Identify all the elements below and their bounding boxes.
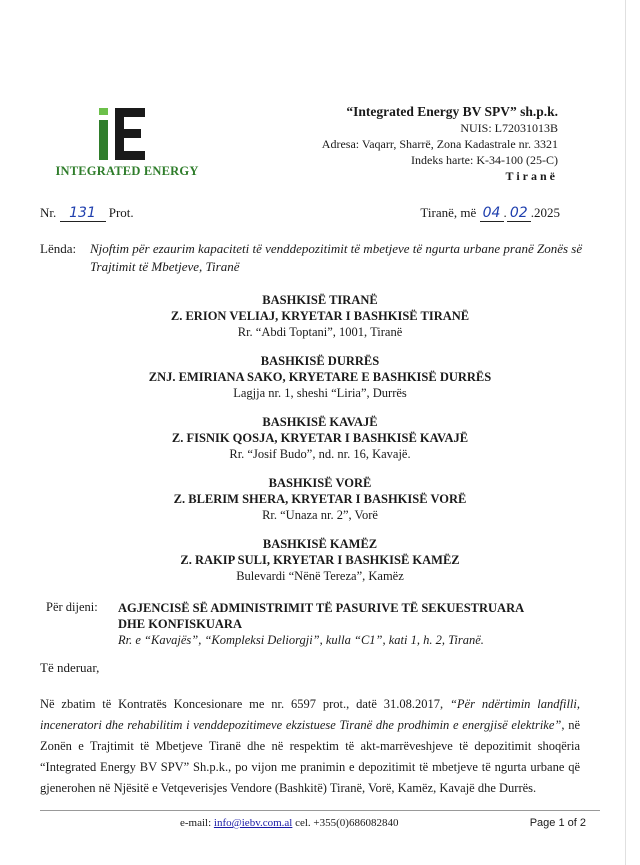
- body-paragraph: [40, 694, 580, 799]
- logo-wordmark: INTEGRATED ENERGY: [55, 164, 199, 178]
- cc-address: Rr. e “Kavajës”, “Kompleksi Deliorgji”, kulla “C1”, kati 1, h. 2, Tiranë.: [118, 633, 484, 647]
- date-day: 04: [482, 205, 501, 221]
- nr-label: Nr.: [40, 205, 57, 220]
- company-address: Adresa: Vaqarr, Sharrë, Zona Kadastrale nr. 3321: [321, 137, 558, 151]
- body-text: Në zbatim të Kontratës Koncesionare me nr. 6597 prot., datë 31.08.2017,: [40, 697, 450, 711]
- recipient-block: [0, 475, 640, 523]
- footer-divider: [40, 810, 600, 811]
- recipient-org: BASHKISË DURRËS: [260, 354, 380, 368]
- nr-value: 131: [69, 205, 96, 221]
- recipient-org: BASHKISË KAMËZ: [262, 537, 378, 551]
- company-map-index: Indeks harte: K-34-100 (25-C): [411, 153, 558, 167]
- body-contract-title: “Për ndërtimin landfilli, inceneratori dhe rehabilitim i venddepozitimeve ekzistuese Tiranë dhe prodhimin e energjisë elektrike”: [40, 697, 580, 732]
- recipient-org: BASHKISË VORË: [268, 476, 372, 490]
- company-nuis: NUIS: L72031013B: [460, 121, 558, 135]
- ie-logo-icon: [95, 106, 155, 162]
- date-separator: .: [503, 205, 507, 220]
- company-name: “Integrated Energy BV SPV” sh.p.k.: [346, 104, 558, 119]
- recipient-person: Z. ERION VELIAJ, KRYETAR I BASHKISË TIRANË: [170, 309, 470, 323]
- cc-agency: [118, 600, 578, 632]
- recipient-block: [0, 292, 640, 340]
- cc-agency-line1: AGJENCISË SË ADMINISTRIMIT TË PASURIVE TË SEKUESTRUARA: [118, 601, 525, 615]
- date-year: .2025: [530, 205, 560, 220]
- subject-text: Njoftim për ezaurim kapaciteti të venddepozitimit të mbetjeve të ngurta urbane pranë Zonës së Trajtimit të Mbetjeve, Tiranë: [90, 241, 583, 274]
- subject-label: Lënda:: [40, 241, 77, 256]
- recipient-block: [0, 353, 640, 401]
- email-link[interactable]: info@iebv.com.al: [213, 817, 293, 829]
- recipient-person: ZNJ. EMIRIANA SAKO, KRYETARE E BASHKISË DURRËS: [148, 370, 492, 384]
- subject: [40, 240, 585, 276]
- recipient-address: Lagjja nr. 1, sheshi “Liria”, Durrës: [233, 386, 407, 400]
- recipient-org: BASHKISË TIRANË: [262, 293, 378, 307]
- recipient-block: [0, 536, 640, 584]
- page-edge: [625, 0, 626, 865]
- recipient-address: Rr. “Abdi Toptani”, 1001, Tiranë: [237, 325, 403, 339]
- recipient-address: Bulevardi “Nënë Tereza”, Kamëz: [236, 569, 404, 583]
- company-city: Tiranë: [505, 169, 558, 183]
- recipient-address: Rr. “Unaza nr. 2”, Vorë: [262, 508, 378, 522]
- cc-label: Për dijeni:: [46, 600, 98, 614]
- recipient-person: Z. FISNIK QOSJA, KRYETAR I BASHKISË KAVAJË: [171, 431, 469, 445]
- greeting: Të nderuar,: [40, 660, 100, 675]
- recipient-block: [0, 414, 640, 462]
- date-prefix: Tiranë, më: [420, 205, 477, 220]
- cc-agency-line2: DHE KONFISKUARA: [118, 617, 242, 631]
- company-info: [322, 104, 558, 184]
- prot-label: Prot.: [108, 205, 134, 220]
- company-logo: [47, 98, 207, 183]
- date-month: 02: [509, 205, 528, 221]
- recipient-person: Z. RAKIP SULI, KRYETAR I BASHKISË KAMËZ: [180, 553, 460, 567]
- footer-contact: [180, 817, 398, 829]
- document-date: [420, 205, 560, 222]
- recipient-address: Rr. “Josif Budo”, nd. nr. 16, Kavajë.: [229, 447, 411, 461]
- body-text-continued: , në Zonën e Trajtimit të Mbetjeve Tiranë dhe në respektim të akt-marrëveshjeve të depozitimit shoqëria “Integrated Energy BV SPV” Sh.p.k., po vijon me pranimin e depozitimit të mbetjeve të ngurta urbane që gjenerohen në Njësitë e Vetqeverisjes Vendore (Bashkitë) Tiranë, Vorë, Kamëz, Kavajë dhe Durrës.: [40, 718, 580, 795]
- recipient-org: BASHKISË KAVAJË: [262, 415, 378, 429]
- protocol-number: [40, 205, 134, 222]
- email-label: e-mail:: [180, 817, 212, 829]
- recipient-person: Z. BLERIM SHERA, KRYETAR I BASHKISË VORË: [173, 492, 467, 506]
- page-indicator: Page 1 of 2: [529, 817, 586, 829]
- phone-number: cel. +355(0)686082840: [295, 817, 399, 829]
